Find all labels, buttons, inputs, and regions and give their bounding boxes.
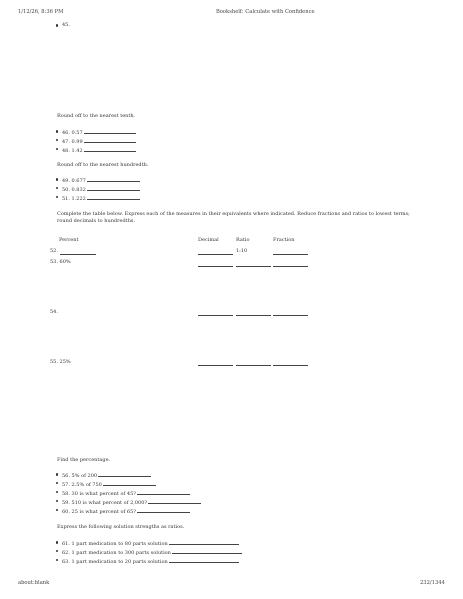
question-label: 59. 510 is what percent of 2,000? [62,499,148,506]
column-header-decimal: Decimal [198,237,219,243]
fraction-blank[interactable] [273,365,308,366]
print-page-number: 232/1344 [420,580,445,586]
list-item [62,507,201,516]
section-heading-ratios: Express the following solution strengths as ratios. [57,524,185,530]
ratio-value: 1:10 [236,248,248,254]
answer-blank[interactable] [137,489,190,495]
list-item [62,176,140,185]
list-item [62,194,140,203]
exercise-list-ratios [62,539,242,566]
answer-blank[interactable] [148,498,201,504]
question-label: 51. 1.222 [62,195,86,202]
answer-blank[interactable] [87,185,140,191]
ratio-blank[interactable] [236,266,271,267]
column-header-percent: Percent [59,237,79,243]
question-label: 63. 1 part medication to 20 parts solution [62,558,168,565]
question-label: 57. 2.5% of 750 [62,481,102,488]
print-url: about:blank [18,580,50,586]
answer-blank[interactable] [84,137,136,143]
fraction-blank[interactable] [273,266,308,267]
row-label: 54. [50,309,58,315]
fraction-blank[interactable] [273,315,308,316]
ratio-blank[interactable] [236,315,271,316]
list-item [62,22,70,31]
question-label: 61. 1 part medication to 80 parts solution [62,541,168,547]
question-label: 47. 0.99 [62,138,83,145]
question-label: 60. 25 is what percent of 65? [62,508,136,515]
column-header-fraction: Fraction [273,237,295,243]
percent-blank[interactable] [60,254,96,255]
decimal-blank[interactable] [198,254,233,255]
list-item [62,539,242,548]
table-instructions: Complete the table below. Express each of the measures in their equivalents where indicated. Reduce fractions and ratios to lowest terms; round decimals to hundredths. [57,211,410,224]
question-label: 58. 30 is what percent of 45? [62,490,136,497]
answer-blank[interactable] [87,176,140,182]
list-item [62,471,201,480]
question-label: 56. 5% of 200 [62,473,98,479]
column-header-ratio: Ratio [236,237,250,243]
print-page-title: Bookshelf: Calculate with Confidence [216,9,315,15]
section-heading-hundredth: Round off to the nearest hundredth. [57,162,149,168]
row-label: 53. 60% [50,259,71,265]
exercise-list-tenth [62,128,136,155]
question-label: 50. 0.832 [62,186,86,193]
question-label: 49. 0.677 [62,178,86,184]
list-item [62,548,242,557]
ratio-blank[interactable] [236,365,271,366]
list-item [62,489,201,498]
row-label: 52. [50,248,58,254]
section-heading-tenth: Round off to the nearest tenth. [57,113,136,119]
answer-blank[interactable] [84,146,136,152]
answer-blank[interactable] [169,539,239,545]
decimal-blank[interactable] [198,315,233,316]
question-label: 46. 0.57 [62,130,83,136]
exercise-list-hundredth [62,176,140,203]
answer-blank[interactable] [98,471,151,477]
answer-blank[interactable] [137,507,190,513]
answer-blank[interactable] [103,480,156,486]
decimal-blank[interactable] [198,365,233,366]
question-label: 48. 1.42 [62,147,83,154]
row-label: 55. 25% [50,359,71,365]
list-item [62,557,242,566]
fraction-blank[interactable] [273,254,308,255]
decimal-blank[interactable] [198,266,233,267]
list-item [62,480,201,489]
answer-blank[interactable] [169,557,239,563]
answer-blank[interactable] [84,128,136,134]
answer-blank[interactable] [87,194,140,200]
list-item [62,128,136,137]
exercise-list-45 [62,22,70,31]
question-label: 45. [62,22,70,28]
answer-blank[interactable] [172,548,242,554]
exercise-list-percentage [62,471,201,515]
question-label: 62. 1 part medication to 300 parts solution [62,549,171,556]
list-item [62,498,201,507]
section-heading-percentage: Find the percentage. [57,457,111,463]
list-item [62,137,136,146]
list-item [62,185,140,194]
list-item [62,146,136,155]
print-datetime: 1/12/26, 8:36 PM [18,9,64,15]
